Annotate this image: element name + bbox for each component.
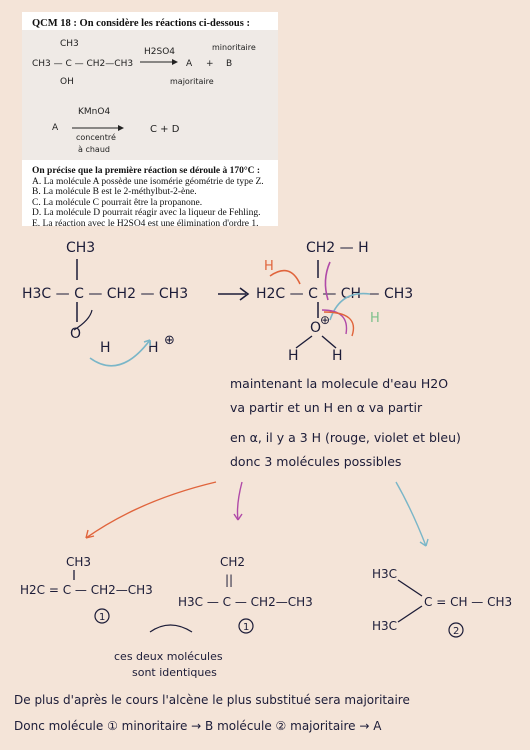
r1-minor: minoritaire bbox=[212, 43, 256, 52]
s2-red-arrow bbox=[270, 271, 300, 284]
s2-o: O bbox=[310, 320, 322, 336]
s1-plus: ⊕ bbox=[164, 333, 175, 348]
r2-cond2: à chaud bbox=[78, 145, 110, 154]
option-a: A. La molécule A possède une isomérie géométrie de type Z. bbox=[32, 176, 264, 187]
r1-major: majoritaire bbox=[170, 77, 214, 86]
p2-num: 1 bbox=[243, 622, 250, 633]
p3-bottom: H3C bbox=[372, 619, 398, 633]
s1-o: O bbox=[70, 326, 82, 342]
s2-h1: H bbox=[288, 348, 299, 364]
s1-chain: H3C — C — CH2 — CH3 bbox=[22, 286, 189, 302]
s1-h: H bbox=[100, 340, 111, 356]
r1-reagent: H2SO4 bbox=[144, 47, 176, 57]
r2-products: C + D bbox=[150, 124, 180, 135]
option-b: B. La molécule B est le 2-méthylbut-2-ène. bbox=[32, 187, 197, 198]
s2-top: CH2 — H bbox=[306, 240, 369, 256]
explain-line-2: va partir et un H en α va partir bbox=[230, 400, 423, 415]
p3-bond-down bbox=[398, 606, 422, 622]
r2-a: A bbox=[52, 123, 59, 133]
r2-reagent: KMnO4 bbox=[78, 107, 111, 117]
s1-ch3: CH3 bbox=[66, 240, 96, 256]
explain-line-1: maintenant la molecule d'eau H2O bbox=[230, 376, 449, 391]
p2-formula: H3C — C — CH2—CH3 bbox=[178, 595, 313, 609]
explain-line-4: donc 3 molécules possibles bbox=[230, 454, 402, 469]
p3-formula: C = CH — CH3 bbox=[424, 595, 513, 609]
r1-top: CH3 bbox=[60, 39, 79, 49]
p2-top: CH2 bbox=[220, 555, 246, 569]
s2-h-right: H bbox=[370, 311, 380, 326]
p1-formula: H2C = C — CH2—CH3 bbox=[20, 583, 153, 597]
same-arrow bbox=[150, 625, 192, 632]
s2-oh1-bond bbox=[296, 336, 312, 348]
p3-num: 2 bbox=[453, 626, 460, 637]
s2-oh2-bond bbox=[322, 336, 336, 348]
r1-oh: OH bbox=[60, 77, 74, 87]
red-arrow-to-p1 bbox=[86, 482, 216, 538]
option-d: D. La molécule D pourrait réagir avec la liqueur de Fehling. bbox=[32, 208, 261, 219]
s1-hplus: H bbox=[148, 340, 159, 356]
option-e: E. La réaction avec le H2SO4 est une élimination d'ordre 1. bbox=[32, 218, 259, 229]
r2-cond1: concentré bbox=[76, 133, 116, 142]
r1-b: B bbox=[226, 59, 233, 69]
r1-a: A bbox=[186, 59, 193, 69]
s2-chain: H2C — C — CH — CH3 bbox=[256, 286, 414, 302]
same-note-2: sont identiques bbox=[132, 666, 217, 679]
s2-h-left: H bbox=[264, 259, 274, 274]
r1-main: CH3 — C — CH2—CH3 bbox=[32, 59, 134, 69]
question-lead: On précise que la première réaction se déroule à 170°C : bbox=[32, 166, 261, 176]
p3-top: H3C bbox=[372, 567, 398, 581]
p2-double-bond: || bbox=[225, 573, 234, 587]
conclusion-2: Donc molécule ① minoritaire → B molécule ② majoritaire → A bbox=[14, 719, 382, 733]
s2-plus: ⊕ bbox=[320, 313, 331, 327]
question-title: QCM 18 : On considère les réactions ci-dessous : bbox=[32, 18, 250, 29]
s1-mech-arrow bbox=[90, 340, 150, 366]
option-c: C. La molécule C pourrait être la propanone. bbox=[32, 197, 203, 208]
conclusion-1: De plus d'après le cours l'alcène le plus substitué sera majoritaire bbox=[14, 693, 410, 707]
s2-h2: H bbox=[332, 348, 343, 364]
p1-top: CH3 bbox=[66, 555, 92, 569]
same-note-1: ces deux molécules bbox=[114, 650, 223, 663]
r1-plus: + bbox=[206, 59, 214, 69]
p1-num: 1 bbox=[99, 612, 106, 623]
blue-arrow-to-p3 bbox=[396, 482, 426, 546]
p3-bond-up bbox=[398, 580, 422, 596]
explain-line-3: en α, il y a 3 H (rouge, violet et bleu) bbox=[230, 430, 461, 445]
